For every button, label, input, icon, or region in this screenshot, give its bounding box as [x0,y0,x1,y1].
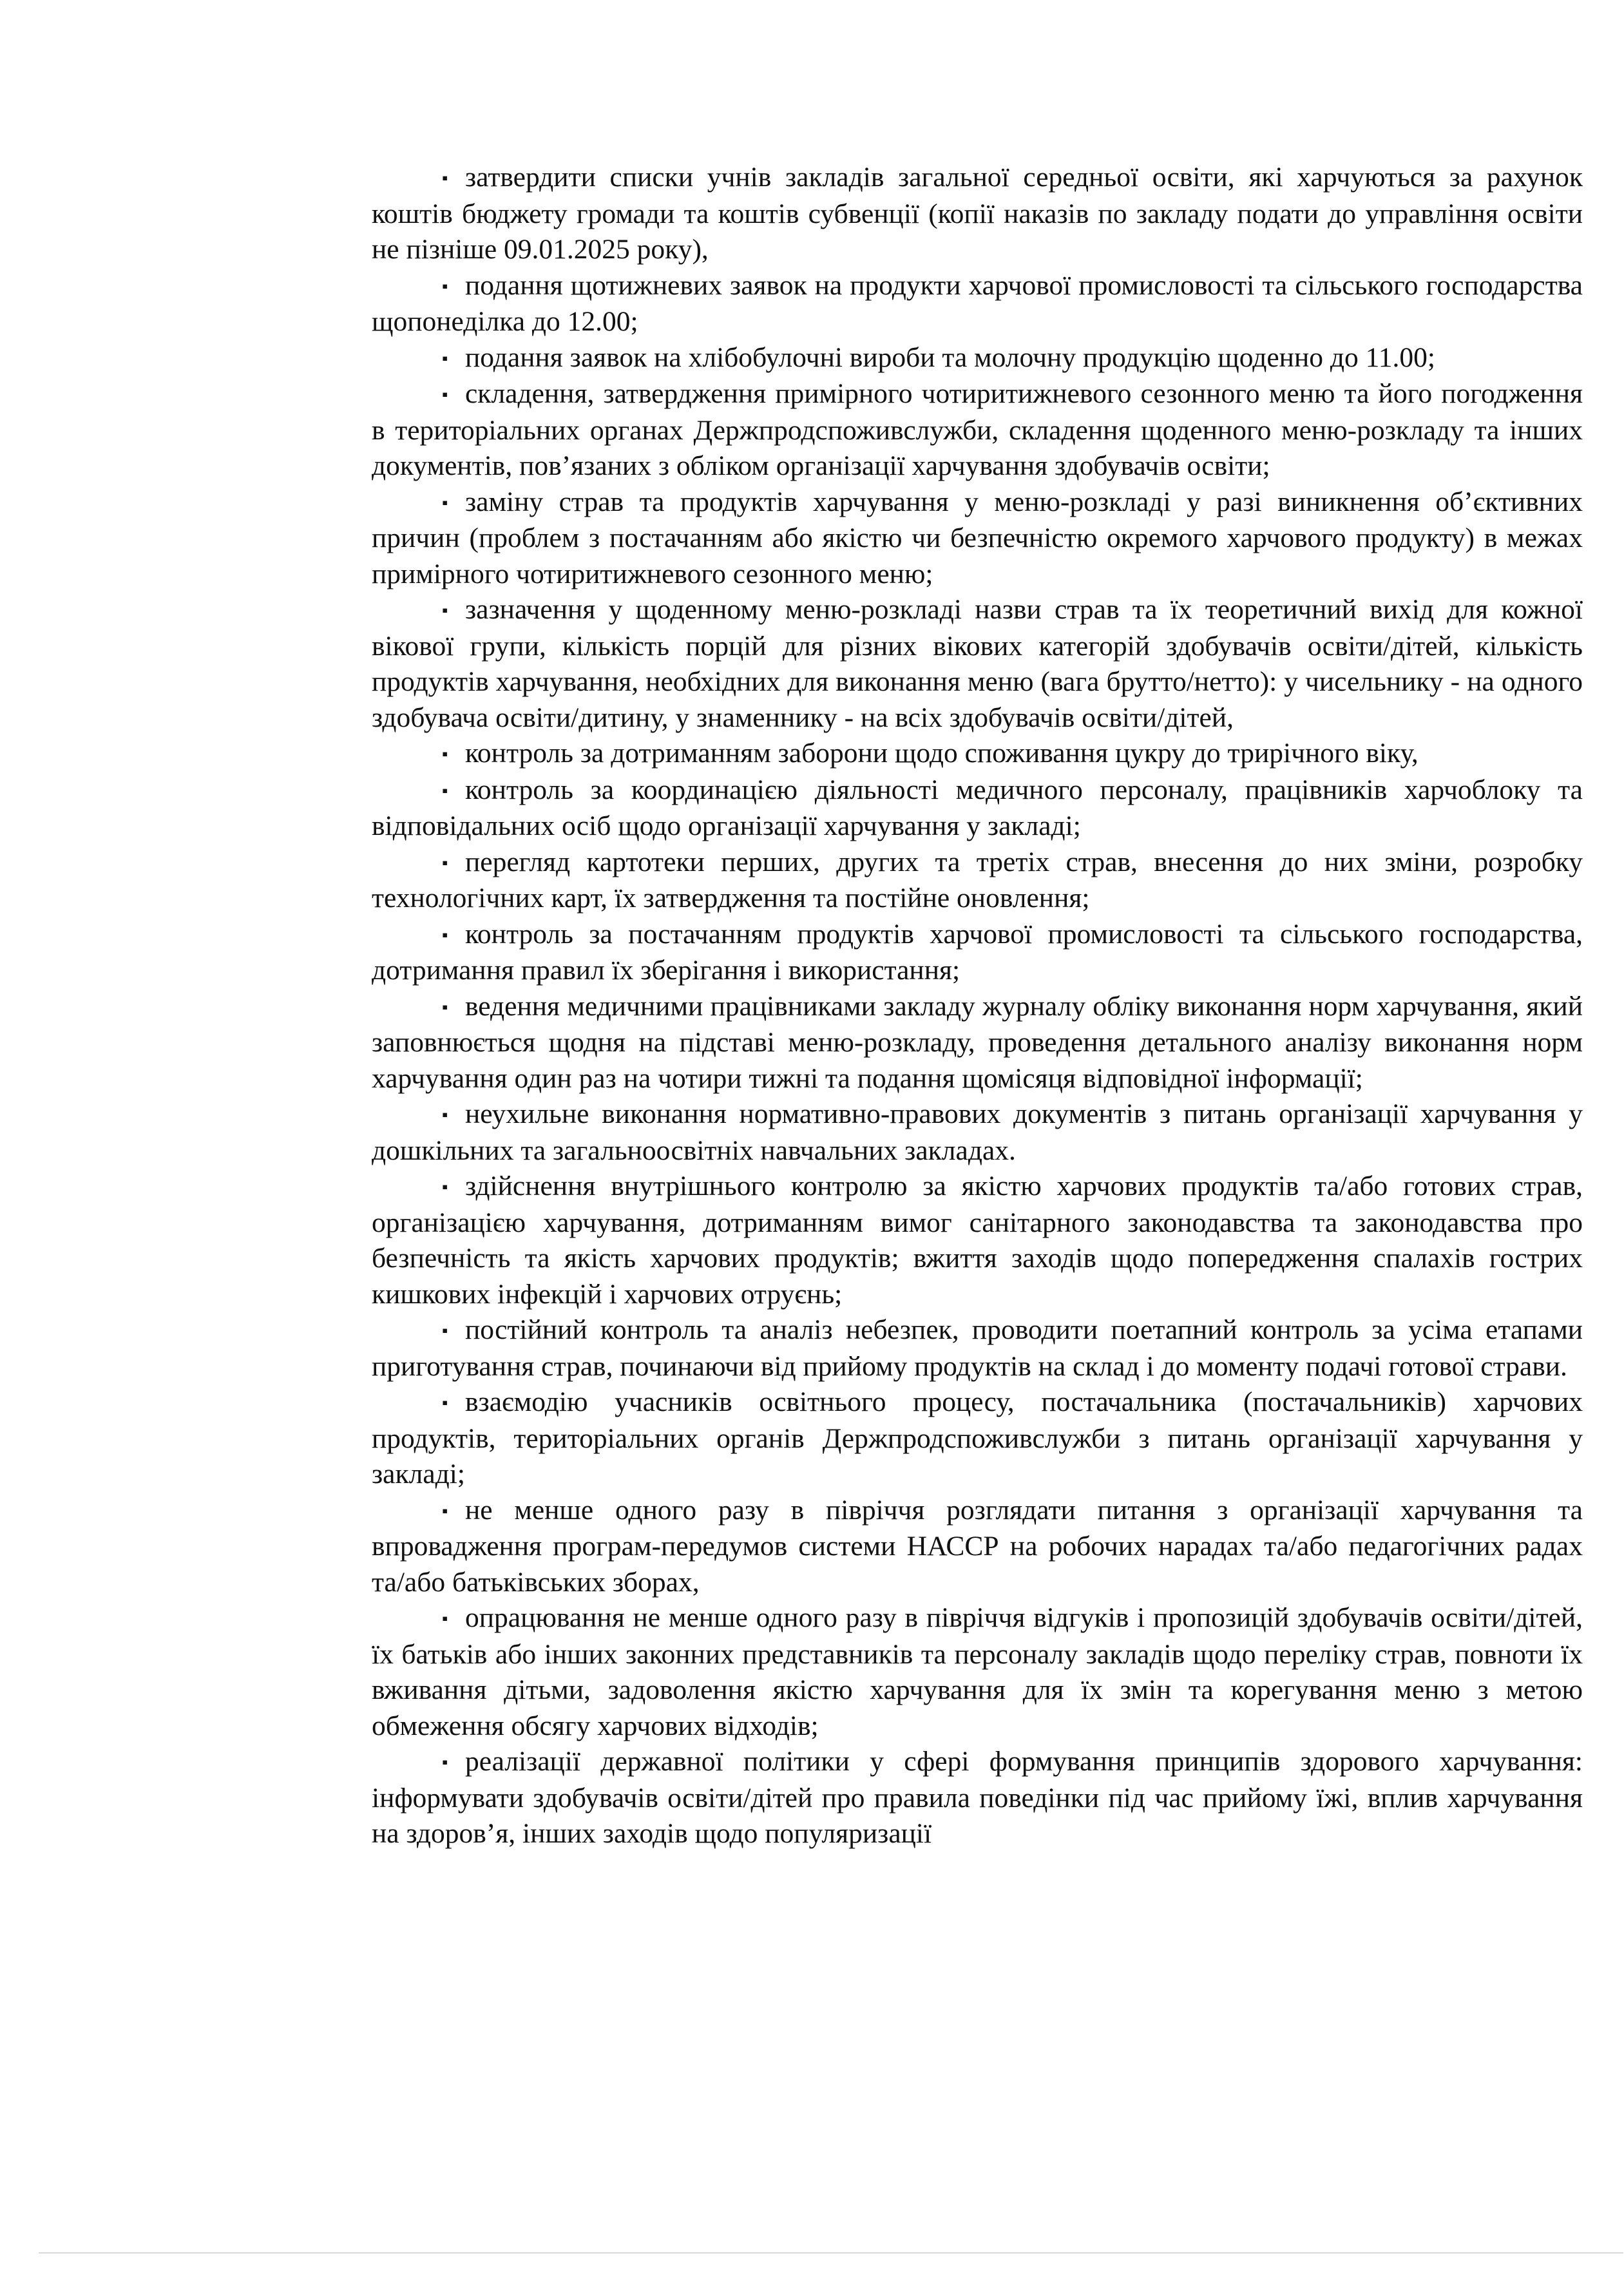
list-item [372,340,1583,377]
bullet-icon: ▪ [442,1178,448,1196]
bullet-icon: ▪ [442,1393,448,1412]
list-item [372,1600,1583,1744]
bullet-icon: ▪ [442,745,448,763]
list-item-text: взаємодію учасників освітнього процесу, постачальника (постачальників) харчових продуктів, територіальних органів Держпродспоживслужби з питань організації харчування у закладі; [372,1386,1583,1489]
list-item-text: складення, затвердження примірного чотиритижневого сезонного меню та його погодження в територіальних органах Держпродспоживслужби, складення щоденного меню-розкладу та інших документів, пов’язаних з обліком організації харчування здобувачів освіти; [372,378,1583,481]
list-item [372,268,1583,340]
list-item-text: контроль за постачанням продуктів харчової промисловості та сільського господарства, дотримання правил їх зберігання і використання; [372,918,1583,986]
list-item [372,772,1583,845]
bullet-icon: ▪ [442,997,448,1017]
list-item-text: подання щотижневих заявок на продукти харчової промисловості та сільського господарства щопонеділка до 12.00; [372,269,1583,337]
bullet-icon: ▪ [442,781,448,800]
list-item-text: контроль за дотриманням заборони щодо споживання цукру до трирічного віку, [465,738,1419,769]
list-item-text: контроль за координацією діяльності медичного персоналу, працівників харчоблоку та відповідальних осіб щодо організації харчування у закладі; [372,774,1583,841]
bullet-icon: ▪ [442,385,448,404]
list-item [372,845,1583,917]
bullet-icon: ▪ [442,276,448,296]
list-item-text: подання заявок на хлібобулочні вироби та молочну продукцію щоденно до 11.00; [465,341,1435,373]
list-item-text: заміну страв та продуктів харчування у меню-розкладі у разі виникнення об’єктивних причин (проблем з постачанням або якістю чи безпечністю окремого харчового продукту) в межах примірного чотиритижневого сезонного меню; [372,486,1583,589]
list-item [372,1169,1583,1312]
bullet-icon: ▪ [442,1321,448,1340]
bullet-icon: ▪ [442,1106,448,1124]
list-item-text: неухильне виконання нормативно-правових документів з питань організації харчування у дошкільних та загальноосвітніх навчальних закладах. [372,1098,1583,1166]
bullet-icon: ▪ [442,349,448,368]
list-item [372,1096,1583,1169]
list-item-text: перегляд картотеки перших, других та третіх страв, внесення до них зміни, розробку технологічних карт, їх затвердження та постійне оновлення; [372,846,1583,914]
list-item-text: зазначення у щоденному меню-розкладі назви страв та їх теоретичний вихід для кожної вікової групи, кількість порцій для різних вікових категорій здобувачів освіти/дітей, кількість продуктів харчування, необхідних для виконання меню (вага брутто/нетто): у чисельнику - на одного здобувача освіти/дитину, у знаменнику - на всіх здобувачів освіти/дітей, [372,594,1583,733]
list-item [372,484,1583,593]
list-item [372,917,1583,989]
bullet-icon: ▪ [442,169,448,187]
bullet-icon: ▪ [442,601,448,620]
list-item [372,736,1583,772]
list-item [372,1384,1583,1493]
bullet-icon: ▪ [442,1501,448,1520]
bullet-icon: ▪ [442,1753,448,1772]
list-item-text: затвердити списки учнів закладів загальної середньої освіти, які харчуються за рахунок коштів бюджету громади та коштів субвенції (копії наказів по закладу подати до управління освіти не пізніше 09.01.2025 року), [372,162,1583,265]
bullet-icon: ▪ [442,925,448,944]
list-item-text: постійний контроль та аналіз небезпек, проводити поетапний контроль за усіма етапами приготування страв, починаючи від прийому продуктів на склад і до моменту подачі готової страви. [372,1314,1583,1382]
bullet-icon: ▪ [442,1609,448,1628]
document-body [372,160,1583,1852]
list-item [372,160,1583,268]
bullet-icon: ▪ [442,853,448,872]
bullet-icon: ▪ [442,493,448,512]
list-item [372,376,1583,484]
scan-edge-divider [39,2252,1623,2254]
list-item [372,1744,1583,1852]
list-item-text: реалізації державної політики у сфері формування принципів здорового харчування: інформувати здобувачів освіти/дітей про правила поведінки під час прийому їжі, вплив харчування на здоров’я, інших заходів щодо популяризації [372,1746,1583,1849]
list-item [372,989,1583,1097]
list-item-text: здійснення внутрішнього контролю за якістю харчових продуктів та/або готових страв, організацією харчування, дотриманням вимог санітарного законодавства та законодавства про безпечність та якість харчових продуктів; вжиття заходів щодо попередження спалахів гострих кишкових інфекцій і харчових отруєнь; [372,1171,1583,1310]
list-item [372,592,1583,736]
list-item-text: не менше одного разу в півріччя розглядати питання з організації харчування та впровадження програм-передумов системи НАССР на робочих нарадах та/або педагогічних радах та/або батьківських зборах, [372,1494,1583,1598]
list-item [372,1493,1583,1601]
list-item-text: опрацювання не менше одного разу в півріччя відгуків і пропозицій здобувачів освіти/дітей, їх батьків або інших законних представників та персоналу закладів щодо переліку страв, повноти їх вживання дітьми, задоволення якістю харчування для їх змін та корегування меню з метою обмеження обсягу харчових відходів; [372,1602,1583,1741]
list-item-text: ведення медичними працівниками закладу журналу обліку виконання норм харчування, який заповнюється щодня на підставі меню-розкладу, проведення детального аналізу виконання норм харчування один раз на чотири тижні та подання щомісяця відповідної інформації; [372,990,1583,1094]
list-item [372,1312,1583,1384]
